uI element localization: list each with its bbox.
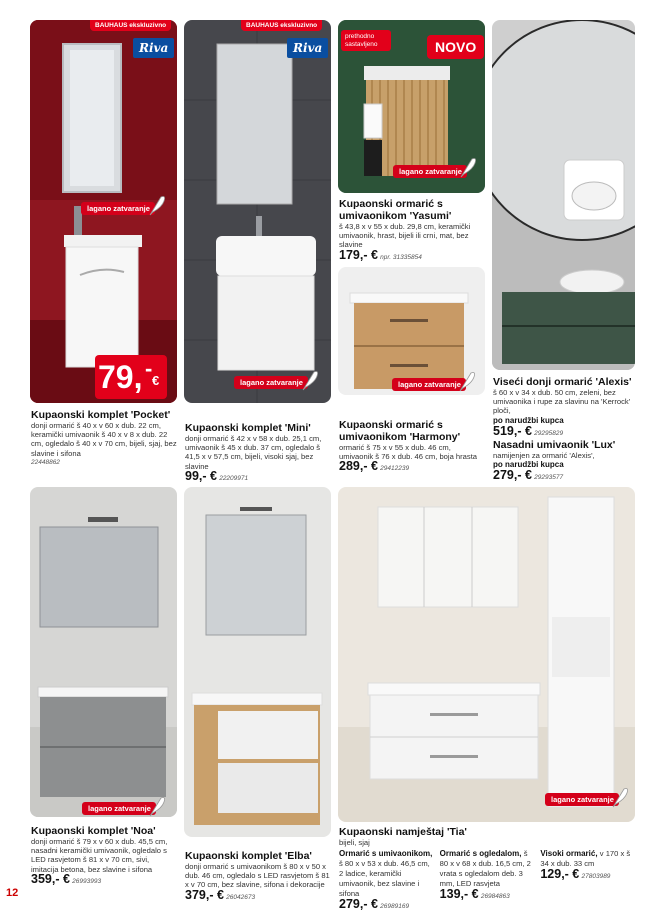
yasumi-title: Kupaonski ormarić s umivaonikom 'Yasumi': [339, 198, 452, 222]
pocket-code: 22448862: [31, 458, 60, 466]
harmony-title: Kupaonski ormarić s umivaonikom 'Harmony': [339, 419, 461, 443]
noa-text: [31, 825, 177, 887]
noa-title: Kupaonski komplet 'Noa': [31, 825, 156, 837]
tia-soft-close-label: lagano zatvaranje: [545, 793, 619, 806]
tia-item-label: Visoki ormarić,: [540, 849, 598, 859]
alexis-price: 519,- €: [493, 423, 532, 438]
mini-exclusive-badge: BAUHAUS ekskluzivno: [241, 20, 322, 31]
pocket-price-currency: €: [152, 373, 160, 388]
noa-price: 359,- €: [31, 871, 70, 886]
harmony-text: [339, 419, 485, 474]
pocket-text: [31, 409, 177, 468]
alexis-description: š 60 x v 34 x dub. 50 cm, zeleni, bez umivaonika i rupe za slavinu na 'Kerrock' ploči,: [493, 388, 631, 416]
mini-product-image: [184, 20, 331, 403]
page-number: 12: [6, 887, 19, 899]
elba-product-image: [184, 487, 331, 837]
tia-scene-graphic: [338, 487, 635, 822]
feather-icon: [147, 794, 167, 818]
elba-title: Kupaonski komplet 'Elba': [185, 850, 312, 862]
harmony-price: 289,- €: [339, 459, 378, 474]
yasumi-price: 179,- €: [339, 247, 378, 262]
tia-item: [440, 849, 535, 912]
tia-item-description: š 80 x v 68 x dub. 16,5 cm, 2 vrata s ogledalom deb. 3 mm, LED rasvjeta: [439, 849, 531, 889]
mini-soft-close-label: lagano zatvaranje: [234, 376, 308, 389]
alexis-order-note: po narudžbi kupca: [493, 415, 564, 425]
tia-item-label: Ormarić s umivaonikom,: [339, 849, 433, 859]
alexis-scene-graphic: [492, 20, 635, 370]
feather-icon: [610, 785, 630, 809]
tia-item-price: 279,- €: [339, 897, 378, 912]
mini-scene-graphic: [184, 20, 331, 403]
yasumi-text: [339, 198, 484, 263]
tia-item-code: 26984863: [480, 893, 510, 901]
mini-description: donji ormarić š 42 x v 58 x dub. 25,1 cm, umivaonik š 45 x dub. 37 cm, ogledalo š 41,5 x v 57,5 cm, bijeli, visoki sjaj, bez slavine: [185, 434, 322, 471]
yasumi-preassembled-label: prethodno sastavljeno: [341, 30, 391, 51]
alexis-lux-text: [493, 376, 638, 483]
yasumi-description: š 43,8 x v 55 x dub. 29,8 cm, keramički umivaonik, hrast, bijeli ili crni, mat, bez slavine: [339, 222, 471, 250]
feather-icon: [300, 368, 320, 392]
feather-icon: [147, 193, 167, 217]
elba-description: donji ormarić s umivaonikom š 80 x v 50 x dub. 46 cm, ogledalo s LED rasvjetom š 81 x v 70 cm, bez slavine, sifona i dekoracije: [185, 862, 330, 890]
tia-item: [339, 849, 434, 912]
yasumi-new-badge: NOVO: [427, 35, 484, 59]
elba-code: 26042673: [226, 893, 256, 901]
pocket-price-main: 79,: [98, 359, 143, 395]
yasumi-code: npr. 31335854: [380, 253, 422, 261]
yasumi-soft-close-label: lagano zatvaranje: [393, 165, 467, 178]
pocket-riva-logo: Riva: [133, 38, 174, 58]
feather-icon: [457, 369, 477, 393]
tia-item-price: 129,- €: [540, 867, 580, 882]
noa-scene-graphic: [30, 487, 177, 817]
pocket-exclusive-badge: BAUHAUS ekskluzivno: [90, 20, 171, 31]
lux-order-note: po narudžbi kupca: [493, 459, 564, 469]
harmony-description: ormarić š 75 x v 55 x dub. 46 cm, umivaonik š 76 x dub. 46 cm, boja hrasta: [339, 443, 478, 462]
tia-title: Kupaonski namještaj 'Tia': [339, 826, 467, 838]
elba-scene-graphic: [184, 487, 331, 837]
pocket-description: donji ormarić š 40 x v 60 x dub. 22 cm, keramički umivaonik š 40 x v 8 x dub. 22 cm, ogledalo š 40 x v 70 cm, bijeli, sjaj, bez slavine i sifona: [31, 421, 177, 458]
alexis-code: 29295829: [534, 429, 564, 437]
noa-product-image: [30, 487, 177, 817]
feather-icon: [458, 155, 478, 179]
tia-item: [540, 849, 635, 912]
lux-title: Nasadni umivaonik 'Lux': [493, 438, 616, 451]
pocket-price-tail: -: [145, 356, 153, 381]
noa-code: 26993993: [72, 877, 102, 885]
pocket-soft-close-label: lagano zatvaranje: [81, 202, 155, 215]
harmony-soft-close-label: lagano zatvaranje: [392, 378, 466, 391]
tia-subtitle: bijeli, sjaj: [339, 838, 370, 847]
lux-code: 29293577: [534, 473, 564, 481]
alexis-title: Viseći donji ormarić 'Alexis': [493, 376, 632, 388]
noa-description: donji ormarić š 79 x v 60 x dub. 45,5 cm, nasadni keramički umivaonik, ogledalo s LED rasvjetom š 81 x v 70 cm, sivi, imitacija betona, bez slavine i sifona: [31, 837, 168, 874]
tia-item-code: 27803989: [581, 873, 611, 881]
tia-item-price: 139,- €: [439, 887, 479, 902]
elba-price: 379,- €: [185, 887, 224, 902]
mini-riva-logo: Riva: [287, 38, 328, 58]
elba-text: [185, 850, 331, 903]
pocket-title: Kupaonski komplet 'Pocket': [31, 409, 171, 421]
lux-description: namijenjen za ormarić 'Alexis',: [493, 450, 595, 460]
mini-text: [185, 422, 331, 484]
noa-soft-close-label: lagano zatvaranje: [82, 802, 156, 815]
harmony-code: 29412239: [380, 465, 410, 473]
lux-price: 279,- €: [493, 467, 532, 482]
tia-text: [339, 826, 635, 912]
tia-item-code: 26989169: [380, 903, 410, 911]
tia-item-label: Ormarić s ogledalom,: [439, 849, 522, 859]
mini-code: 22209971: [219, 474, 249, 482]
tia-product-image: [338, 487, 635, 822]
pocket-price-badge: [95, 355, 167, 399]
alexis-product-image: [492, 20, 635, 370]
mini-price: 99,- €: [185, 468, 217, 483]
mini-title: Kupaonski komplet 'Mini': [185, 422, 311, 434]
tia-item-description: š 80 x v 53 x dub. 46,5 cm, 2 ladice, keramički umivaonik, bez slavine i sifona: [339, 859, 430, 899]
tia-item-description: v 170 x š 34 x dub. 33 cm: [540, 849, 631, 869]
